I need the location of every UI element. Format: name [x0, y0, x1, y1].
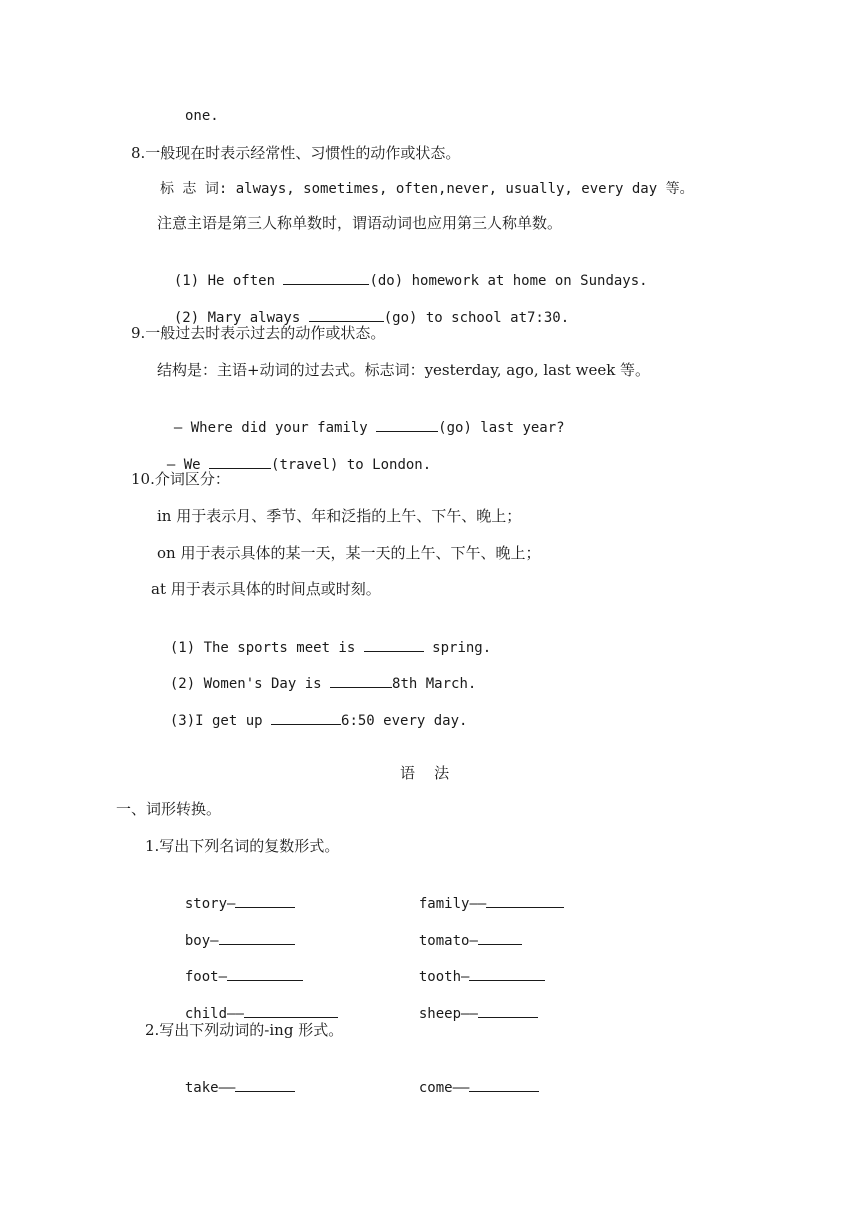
- dialogue-text: (travel) to London.: [271, 457, 432, 473]
- verb-word: take: [184, 1080, 219, 1096]
- dash: ——: [461, 1006, 478, 1022]
- item-8-question-1: [157, 250, 648, 289]
- item-8-heading: 8.一般现在时表示经常性、习惯性的动作或状态。: [131, 144, 461, 162]
- noun-item: [402, 873, 564, 912]
- noun-word: family: [418, 896, 470, 912]
- item-9-dialogue-2: [150, 434, 432, 473]
- answer-blank[interactable]: [244, 1003, 338, 1018]
- answer-blank[interactable]: [235, 893, 295, 908]
- noun-item: [168, 873, 295, 912]
- noun-word: foot: [184, 969, 219, 985]
- verb-item: [168, 1057, 295, 1096]
- dash: ——: [469, 896, 487, 912]
- answer-blank[interactable]: [283, 270, 369, 285]
- subsection-2-heading: 2.写出下列动词的-ing 形式。: [145, 1021, 344, 1039]
- dash: —: [227, 896, 236, 912]
- item-10-in-rule: in 用于表示月、季节、年和泛指的上午、下午、晚上；: [157, 507, 522, 525]
- question-text: (2) Mary always: [173, 310, 309, 326]
- noun-word: tooth: [418, 969, 462, 985]
- answer-blank[interactable]: [376, 417, 438, 432]
- noun-item: [168, 946, 303, 985]
- question-text: 6:50 every day.: [341, 713, 468, 729]
- question-text: spring.: [423, 640, 492, 656]
- question-text: (3)I get up: [169, 713, 272, 729]
- answer-blank[interactable]: [469, 1077, 539, 1092]
- noun-item: [402, 983, 538, 1022]
- item-8-note: 注意主语是第三人称单数时，谓语动词也应用第三人称单数。: [157, 214, 563, 232]
- answer-blank[interactable]: [235, 1077, 295, 1092]
- answer-blank[interactable]: [219, 930, 295, 945]
- item-10-question-2: [153, 653, 477, 692]
- item-10-question-3: [153, 690, 468, 729]
- noun-item: [168, 983, 338, 1022]
- dash: ——: [227, 1006, 244, 1022]
- answer-blank[interactable]: [469, 966, 545, 981]
- verb-item: [402, 1057, 539, 1096]
- answer-blank[interactable]: [271, 710, 341, 725]
- dash: —: [218, 969, 228, 985]
- item-8-question-2: [157, 287, 570, 326]
- question-text: (do) homework at home on Sundays.: [369, 273, 648, 289]
- item-10-at-rule: at 用于表示具体的时间点或时刻。: [151, 580, 381, 598]
- subsection-1-heading: 1.写出下列名词的复数形式。: [145, 837, 340, 855]
- answer-blank[interactable]: [330, 673, 392, 688]
- item-10-question-1: [153, 617, 492, 656]
- dialogue-text: — We: [166, 457, 210, 473]
- dash: ——: [218, 1080, 236, 1096]
- dash: —: [469, 933, 478, 949]
- item-10-heading: 10.介词区分：: [131, 470, 230, 488]
- answer-blank[interactable]: [478, 1003, 538, 1018]
- question-text: (1) The sports meet is: [169, 640, 364, 656]
- continued-text: one.: [185, 108, 219, 124]
- verb-word: come: [418, 1080, 453, 1096]
- question-text: (go) to school at7:30.: [383, 310, 570, 326]
- dialogue-text: (go) last year?: [438, 420, 565, 436]
- noun-word: boy: [184, 933, 211, 949]
- noun-item: [402, 946, 545, 985]
- noun-word: sheep: [418, 1006, 462, 1022]
- item-9-structure: 结构是：主语+动词的过去式。标志词：yesterday, ago, last week 等。: [157, 361, 651, 379]
- item-8-signal-words: 标 志 词: always, sometimes, often,never, usually, every day 等。: [160, 181, 694, 197]
- item-9-dialogue-1: [157, 397, 565, 436]
- item-9-heading: 9.一般过去时表示过去的动作或状态。: [131, 324, 386, 342]
- answer-blank[interactable]: [309, 307, 384, 322]
- section-title: 语 法: [400, 764, 450, 782]
- noun-item: [168, 910, 295, 949]
- question-text: (2) Women's Day is: [169, 676, 331, 692]
- dialogue-text: — Where did your family: [173, 420, 377, 436]
- answer-blank[interactable]: [486, 893, 564, 908]
- question-text: 8th March.: [392, 676, 477, 692]
- noun-word: child: [184, 1006, 228, 1022]
- noun-word: tomato: [418, 933, 470, 949]
- noun-word: story: [184, 896, 228, 912]
- answer-blank[interactable]: [478, 930, 522, 945]
- section-1-heading: 一、词形转换。: [116, 800, 222, 818]
- question-text: (1) He often: [173, 273, 284, 289]
- dash: —: [210, 933, 219, 949]
- answer-blank[interactable]: [227, 966, 303, 981]
- item-10-on-rule: on 用于表示具体的某一天，某一天的上午、下午、晚上；: [157, 544, 541, 562]
- dash: —: [461, 969, 470, 985]
- answer-blank[interactable]: [364, 637, 424, 652]
- answer-blank[interactable]: [209, 454, 271, 469]
- dash: ——: [452, 1080, 470, 1096]
- noun-item: [402, 910, 522, 949]
